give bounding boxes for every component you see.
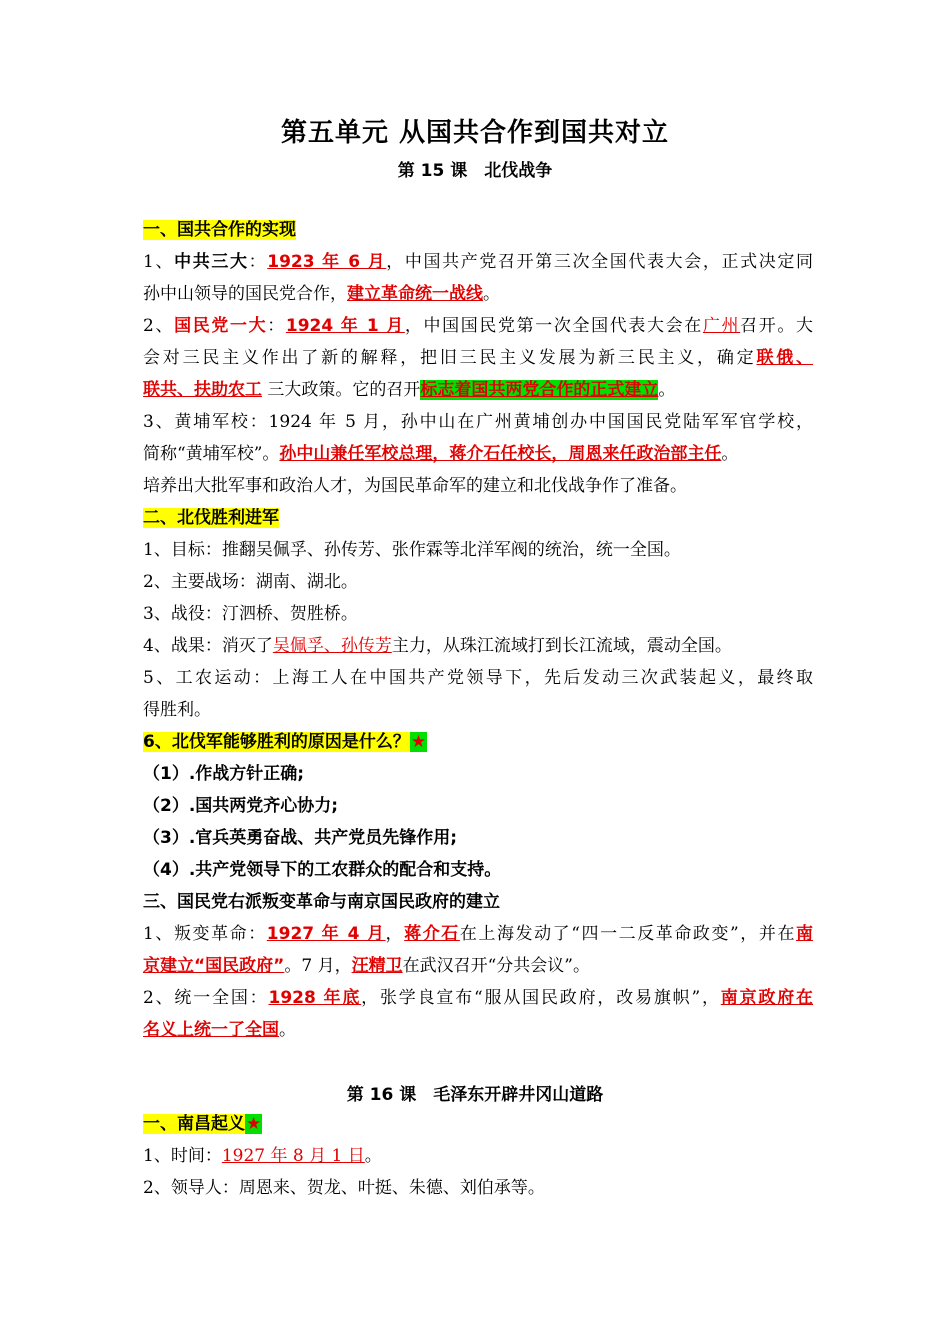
text: 会对三民主义作出了新的解释，把旧三民主义发展为新三民主义，确定 — [143, 348, 757, 368]
section-heading-3: 三、国民党右派叛变革命与南京国民政府的建立 — [143, 892, 500, 912]
reason-item: （1）.作战方针正确; — [143, 764, 305, 784]
keyword: 中共三大 — [174, 252, 249, 272]
paragraph-line — [143, 406, 813, 438]
key-phrase: 孙中山兼任军校总理，蒋介石任校长，周恩来任政治部主任 — [279, 444, 722, 464]
section-heading-16-1 — [143, 1108, 813, 1140]
text: 。 — [658, 380, 676, 400]
reason-item: （3）.官兵英勇奋战、共产党员先锋作用; — [143, 828, 458, 848]
text: 召开。大 — [740, 316, 814, 336]
paragraph-line — [143, 1014, 813, 1046]
paragraph-line — [143, 374, 813, 406]
question-heading — [143, 726, 813, 758]
paragraph-line — [143, 342, 813, 374]
key-phrase: 南 — [796, 924, 814, 944]
key-phrase: 吴佩孚、孙传芳 — [272, 636, 392, 656]
text: 。 — [364, 1146, 382, 1166]
key-phrase: 名义上统一了全国 — [143, 1020, 279, 1040]
text: 在武汉召开“分共会议”。 — [402, 956, 590, 976]
list-item: 5、工农运动：上海工人在中国共产党领导下，先后发动三次武装起义，最终取 — [143, 668, 813, 688]
text: 。 — [483, 284, 500, 304]
section-heading-text: 一、国共合作的实现 — [143, 220, 296, 240]
text: ： — [248, 252, 268, 272]
section-heading-2 — [143, 502, 813, 534]
text: 培养出大批军事和政治人才，为国民革命军的建立和北伐战争作了准备。 — [143, 476, 687, 496]
place-highlight: 广州 — [702, 316, 741, 336]
list-item — [143, 630, 813, 662]
unit-title: 第五单元 从国共合作到国共对立 — [280, 118, 670, 148]
lesson-16-title: 第 16 课 毛泽东开辟井冈山道路 — [346, 1085, 604, 1105]
date-highlight: 1927 年 8 月 1 日 — [221, 1146, 365, 1166]
section-heading-text: 一、南昌起义 — [143, 1114, 245, 1134]
text: 简称“黄埔军校”。 — [143, 444, 280, 464]
text: 孙中山领导的国民党合作， — [143, 284, 347, 304]
date-highlight: 1927 年 4 月 — [266, 924, 386, 944]
text: 。 — [721, 444, 739, 464]
text: 1、时间： — [143, 1146, 222, 1166]
text: 三大政策。它的召开 — [262, 380, 421, 400]
person-highlight: 蒋介石 — [404, 924, 460, 944]
person-highlight: 汪精卫 — [351, 956, 403, 976]
date-highlight: 1928 年底 — [268, 988, 362, 1008]
paragraph-line — [143, 278, 813, 310]
text: ： — [267, 316, 286, 336]
text: ，中国共产党召开第三次全国代表大会，正式决定同 — [386, 252, 814, 272]
text: ，中国国民党第一次全国代表大会在 — [404, 316, 703, 336]
list-item: 3、战役：汀泗桥、贺胜桥。 — [143, 604, 358, 624]
list-item: 2、主要战场：湖南、湖北。 — [143, 572, 358, 592]
date-highlight: 1924 年 1 月 — [285, 316, 405, 336]
text: 。 — [279, 1020, 296, 1040]
text: 3、黄埔军校：1924 年 5 月，孙中山在广州黄埔创办中国国民党陆军军官学校， — [143, 412, 813, 432]
key-phrase: 联俄、 — [756, 348, 814, 368]
paragraph-line — [143, 470, 813, 502]
key-phrase: 南京政府在 — [720, 988, 814, 1008]
paragraph-line — [143, 982, 813, 1014]
paragraph-line — [143, 310, 813, 342]
key-phrase: 联共、扶助农工 — [143, 380, 262, 400]
text: 2、统一全国： — [143, 988, 269, 1008]
text: 4、战果：消灭了 — [143, 636, 273, 656]
reason-item: （4）.共产党领导下的工农群众的配合和支持。 — [143, 860, 502, 880]
text: ， — [385, 924, 405, 944]
paragraph-line — [143, 246, 813, 278]
section-heading-1 — [143, 214, 813, 246]
text: ，张学良宣布“服从国民政府，改易旗帜”， — [361, 988, 721, 1008]
paragraph-line — [143, 918, 813, 950]
lesson-15-title: 第 15 课 北伐战争 — [397, 161, 553, 181]
paragraph-line — [143, 438, 813, 470]
list-item — [143, 1140, 813, 1172]
keyword: 国民党一大 — [174, 316, 268, 336]
list-item: 1、目标：推翻吴佩孚、孙传芳、张作霖等北洋军阀的统治，统一全国。 — [143, 540, 681, 560]
key-phrase: 京建立“国民政府” — [143, 956, 285, 976]
key-phrase: 建立革命统一战线 — [347, 284, 483, 304]
text: 1、叛变革命： — [143, 924, 267, 944]
key-phrase-green: 标志着国共两党合作的正式建立 — [420, 380, 659, 400]
text: 2、 — [143, 316, 175, 336]
question-text: 6、北伐军能够胜利的原因是什么？ — [143, 732, 410, 752]
star-icon: ★ — [246, 1114, 262, 1134]
list-item: 2、领导人：周恩来、贺龙、叶挺、朱德、刘伯承等。 — [143, 1178, 545, 1198]
star-icon: ★ — [410, 732, 427, 752]
paragraph-line — [143, 950, 813, 982]
text: 在上海发动了“四一二反革命政变”，并在 — [459, 924, 797, 944]
text: 。7 月， — [284, 956, 352, 976]
reason-item: （2）.国共两党齐心协力; — [143, 796, 339, 816]
text: 主力，从珠江流域打到长江流域，震动全国。 — [391, 636, 732, 656]
section-heading-text: 二、北伐胜利进军 — [143, 508, 279, 528]
text: 1、 — [143, 252, 175, 272]
date-highlight: 1923 年 6 月 — [267, 252, 387, 272]
list-item: 得胜利。 — [143, 700, 211, 720]
